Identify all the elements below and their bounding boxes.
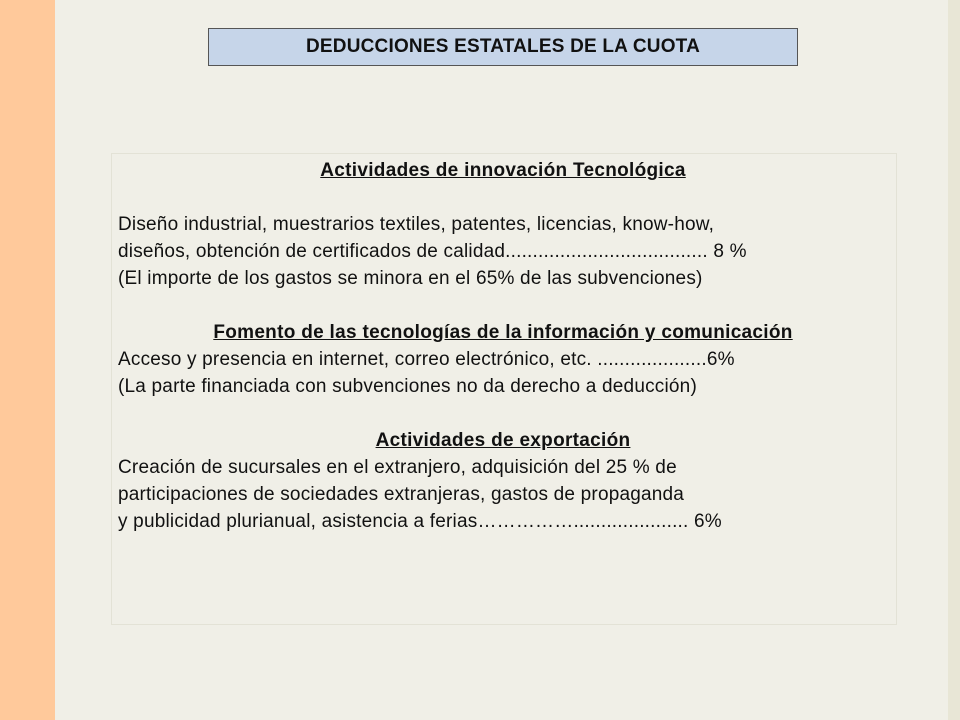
body-line: (La parte financiada con subvenciones no da derecho a deducción) <box>118 376 697 397</box>
section-heading: Actividades de innovación Tecnológica <box>320 160 686 181</box>
section-heading: Actividades de exportación <box>375 430 631 451</box>
section-ict <box>118 319 888 400</box>
body-line: diseños, obtención de certificados de calidad..................................... 8 % <box>118 241 747 262</box>
section-innovation <box>118 157 888 292</box>
right-accent-band <box>948 0 960 720</box>
content-body <box>118 157 888 535</box>
body-line: y publicidad plurianual, asistencia a ferias……………..................... 6% <box>118 511 722 532</box>
left-accent-band <box>0 0 55 720</box>
body-line: Creación de sucursales en el extranjero, adquisición del 25 % de <box>118 457 677 478</box>
body-line: (El importe de los gastos se minora en el 65% de las subvenciones) <box>118 268 703 289</box>
section-heading: Fomento de las tecnologías de la información y comunicación <box>213 322 793 343</box>
body-line: Acceso y presencia en internet, correo electrónico, etc. ....................6% <box>118 349 735 370</box>
body-line: Diseño industrial, muestrarios textiles, patentes, licencias, know-how, <box>118 214 715 235</box>
page-title: DEDUCCIONES ESTATALES DE LA CUOTA <box>306 36 700 57</box>
section-export <box>118 427 888 535</box>
title-banner <box>208 28 798 66</box>
body-line: participaciones de sociedades extranjeras, gastos de propaganda <box>118 484 685 505</box>
